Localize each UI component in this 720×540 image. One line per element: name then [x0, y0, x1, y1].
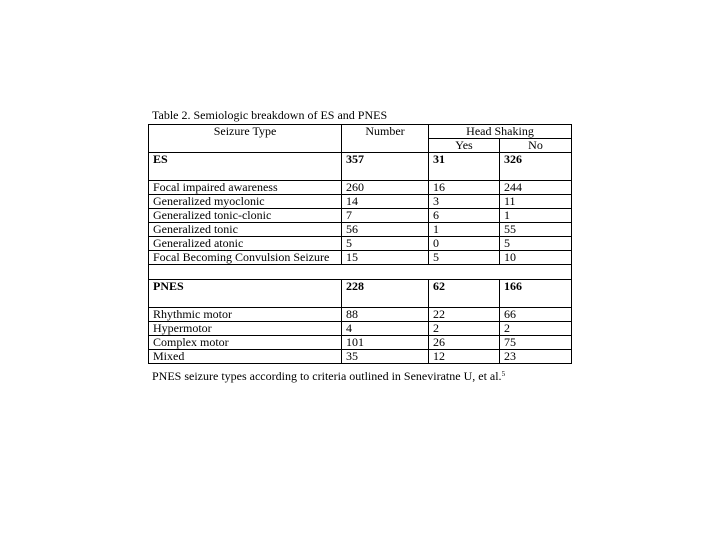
table-caption: Table 2. Semiologic breakdown of ES and PNES	[152, 108, 388, 122]
group-number: 228	[342, 280, 429, 308]
cell-type: Rhythmic motor	[149, 308, 342, 322]
group-row-es	[149, 153, 572, 181]
table-row	[149, 322, 572, 336]
cell-number: 56	[342, 223, 429, 237]
cell-yes: 1	[429, 223, 500, 237]
footnote-reference: 5	[501, 370, 506, 378]
header-head-shaking: Head Shaking	[429, 125, 572, 139]
cell-type: Mixed	[149, 350, 342, 364]
cell-yes: 22	[429, 308, 500, 322]
cell-number: 260	[342, 181, 429, 195]
group-label: ES	[149, 153, 342, 181]
cell-type: Generalized tonic-clonic	[149, 209, 342, 223]
group-number: 357	[342, 153, 429, 181]
header-seizure-type: Seizure Type	[149, 125, 342, 153]
cell-type: Hypermotor	[149, 322, 342, 336]
group-no: 326	[500, 153, 572, 181]
cell-yes: 12	[429, 350, 500, 364]
header-no: No	[500, 139, 572, 153]
cell-type: Focal impaired awareness	[149, 181, 342, 195]
cell-type: Focal Becoming Convulsion Seizure	[149, 251, 342, 265]
spacer-row	[149, 265, 572, 280]
header-yes: Yes	[429, 139, 500, 153]
cell-number: 7	[342, 209, 429, 223]
cell-number: 35	[342, 350, 429, 364]
spacer-cell	[149, 265, 572, 280]
cell-yes: 3	[429, 195, 500, 209]
group-label: PNES	[149, 280, 342, 308]
cell-number: 5	[342, 237, 429, 251]
cell-yes: 5	[429, 251, 500, 265]
table-row	[149, 350, 572, 364]
cell-no: 1	[500, 209, 572, 223]
table-row	[149, 195, 572, 209]
cell-no: 5	[500, 237, 572, 251]
cell-type: Generalized tonic	[149, 223, 342, 237]
group-yes: 62	[429, 280, 500, 308]
cell-type: Generalized atonic	[149, 237, 342, 251]
cell-number: 15	[342, 251, 429, 265]
cell-no: 2	[500, 322, 572, 336]
cell-type: Generalized myoclonic	[149, 195, 342, 209]
cell-no: 75	[500, 336, 572, 350]
semiology-table	[148, 124, 572, 364]
cell-no: 23	[500, 350, 572, 364]
group-yes: 31	[429, 153, 500, 181]
cell-yes: 0	[429, 237, 500, 251]
cell-no: 11	[500, 195, 572, 209]
cell-no: 244	[500, 181, 572, 195]
table-footnote	[152, 369, 505, 383]
cell-number: 14	[342, 195, 429, 209]
cell-yes: 2	[429, 322, 500, 336]
cell-yes: 6	[429, 209, 500, 223]
header-number: Number	[342, 125, 429, 153]
table-row	[149, 237, 572, 251]
footnote-text: PNES seizure types according to criteria outlined in Seneviratne U, et al.	[152, 369, 502, 383]
cell-type: Complex motor	[149, 336, 342, 350]
cell-no: 55	[500, 223, 572, 237]
table-row	[149, 251, 572, 265]
table-row	[149, 209, 572, 223]
cell-no: 66	[500, 308, 572, 322]
cell-number: 4	[342, 322, 429, 336]
cell-no: 10	[500, 251, 572, 265]
table-row	[149, 336, 572, 350]
table-row	[149, 181, 572, 195]
cell-yes: 26	[429, 336, 500, 350]
group-row-pnes	[149, 280, 572, 308]
table-row	[149, 223, 572, 237]
table-row	[149, 308, 572, 322]
cell-number: 101	[342, 336, 429, 350]
cell-number: 88	[342, 308, 429, 322]
group-no: 166	[500, 280, 572, 308]
cell-yes: 16	[429, 181, 500, 195]
